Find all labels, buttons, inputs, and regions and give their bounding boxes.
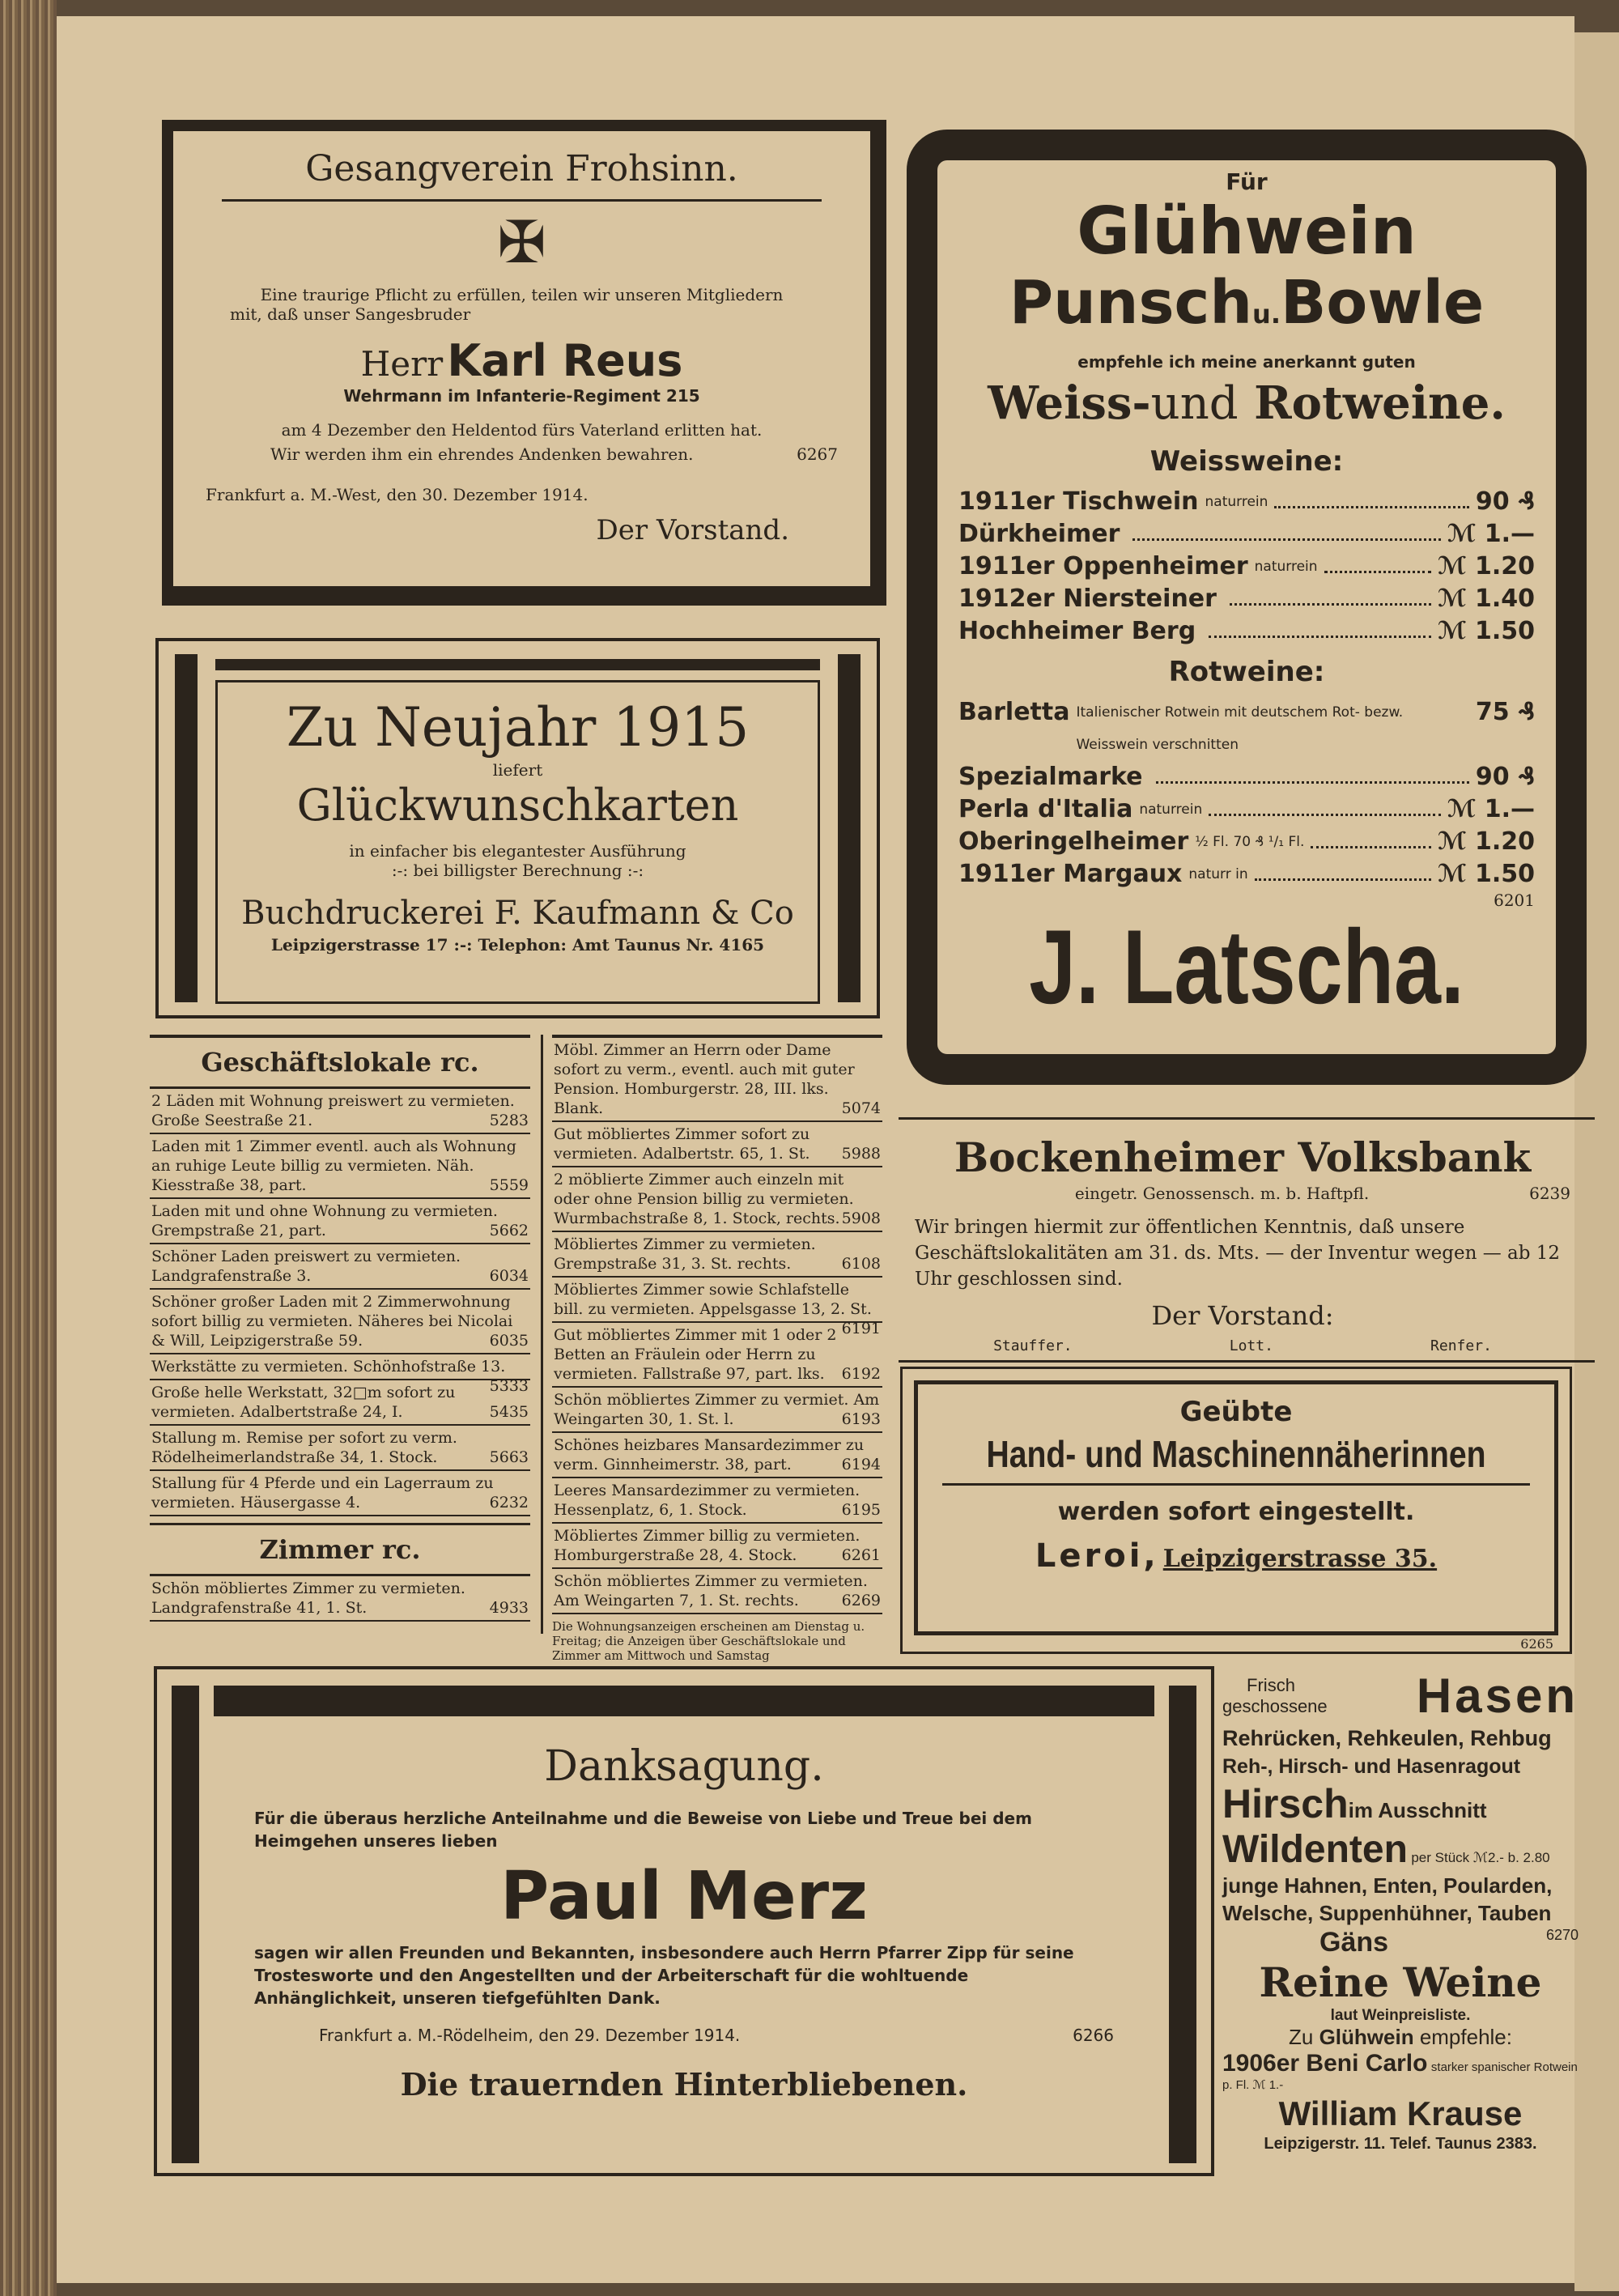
ad-text: Möbliertes Zimmer sowie Schlafstelle bill. zu vermieten. Appelsgasse 13, 2. St. (554, 1281, 872, 1318)
krause-address: Leipzigerstr. 11. Telef. Taunus 2383. (1264, 2135, 1537, 2153)
iron-cross-icon: ✠ (497, 208, 546, 276)
classified-ad (552, 1388, 882, 1433)
frohsinn-text-3: am 4 Dezember den Heldentod fürs Vaterland erlitten hat. (281, 420, 763, 440)
krause-hirsch: Hirsch (1222, 1781, 1349, 1826)
und: und (1150, 377, 1239, 430)
krause-zu: Zu (1289, 2025, 1314, 2049)
krause-beni-note: starker spanischer Rotwein p. Fl. ℳ 1.- (1222, 2060, 1578, 2092)
classified-ad (552, 1323, 882, 1388)
krause-gaens: Gäns (1319, 1927, 1389, 1958)
weissweine-heading: Weissweine: (1149, 445, 1344, 478)
frohsinn-text-2: mit, daß unser Sangesbruder (230, 304, 471, 324)
wine-price: 90 ₰ (1475, 487, 1535, 516)
krause-per-stueck: per Stück ℳ2.- b. 2.80 (1411, 1850, 1550, 1865)
wine-row (958, 793, 1535, 826)
merz-text-2: sagen wir allen Freunden und Bekannten, insbesondere auch Herrn Pfarrer Zipp für seine Trostesworte und den Angestellten und der Arbeiterschaft für die wohltuende Anhänglichkeit, unseren tiefgefühlten Dank. (254, 1943, 1074, 2008)
dot-leader (1274, 486, 1468, 508)
wine-note: ½ Fl. 70 ₰ ¹/₁ Fl. (1195, 834, 1305, 850)
neujahr-liefert: liefert (492, 760, 543, 780)
dot-leader (1255, 858, 1431, 881)
krause-reine-weine: Reine Weine (1259, 1958, 1542, 2006)
dot-leader (1156, 761, 1469, 784)
krause-wildenten: Wildenten (1222, 1828, 1408, 1871)
wine-row (958, 583, 1535, 615)
col2-ad-list (552, 1038, 882, 1614)
krause-preisliste: laut Weinpreisliste. (1330, 2007, 1471, 2024)
section-header-zimmer: Zimmer rc. (150, 1523, 530, 1576)
volksbank-notice (899, 1125, 1587, 1352)
ad-number: 5074 (841, 1099, 881, 1117)
krause-gluehwein-line (1222, 2025, 1579, 2050)
ad-text: Schöner großer Laden mit 2 Zimmerwohnung sofort billig zu vermieten. Näheres bei Nicolai & Will, Leipzigerstraße 59. (151, 1293, 513, 1350)
krause-ad (1222, 1668, 1579, 2194)
ad-number: 5663 (489, 1448, 529, 1466)
neujahr-firm: Buchdruckerei F. Kaufmann & Co (241, 895, 794, 932)
ad-text: Stallung für 4 Pferde und ein Lagerraum zu vermieten. Häusergasse 4. (151, 1474, 494, 1512)
leroi-ad (900, 1367, 1572, 1654)
dot-leader (1324, 551, 1431, 573)
wine-row (958, 858, 1535, 891)
ad-number: 6108 (841, 1255, 881, 1273)
wine-note: naturrein (1139, 801, 1203, 818)
classified-ad (150, 1290, 530, 1354)
krause-beni-line (1222, 2050, 1579, 2093)
leroi-firm: Leroi, (1035, 1537, 1159, 1575)
board-member: Lott. (1229, 1337, 1273, 1354)
board-member: Stauffer. (993, 1337, 1073, 1354)
volksbank-names (915, 1337, 1570, 1354)
classified-ad (150, 1089, 530, 1134)
wine-name: 1911er Tischwein (958, 487, 1199, 516)
red-wine-list (958, 761, 1535, 891)
wine-row-barletta (958, 696, 1535, 761)
wine-name: Dürkheimer (958, 520, 1120, 548)
frohsinn-text-4-label: Wir werden ihm ein ehrendes Andenken bewahren. (270, 444, 694, 464)
classified-ad (150, 1380, 530, 1426)
wine-row (958, 615, 1535, 648)
krause-gluehwein: Glühwein (1319, 2025, 1414, 2049)
white-wine-list (958, 486, 1535, 648)
ad-text: Laden mit 1 Zimmer eventl. auch als Wohnung an ruhige Leute billig zu vermieten. Näh. Kiesstraße 38, part. (151, 1137, 516, 1194)
ad-text: Große helle Werkstatt, 32□m sofort zu vermieten. Adalbertstraße 24, I. (151, 1384, 456, 1421)
ad-text: Leeres Mansardezimmer zu vermieten. Hessenplatz, 6, 1. Stock. (554, 1482, 860, 1519)
regiment: Wehrmann im Infanterie-Regiment 215 (343, 386, 700, 406)
krause-hasen-line (1222, 1668, 1579, 1724)
wine-price: ℳ 1.— (1447, 520, 1535, 548)
ad-number: 6194 (841, 1456, 881, 1473)
rotweine: Rotweine. (1254, 376, 1506, 430)
ad-number: 4933 (489, 1599, 529, 1617)
neujahr-ad (155, 638, 880, 1018)
wine-row (958, 551, 1535, 583)
ad-number: 5988 (841, 1145, 881, 1163)
ad-text: 2 möblierte Zimmer auch einzeln mit oder ohne Pension billig zu vermieten. Wurmbachstraße 8, 1. Stock, rechts. (554, 1171, 854, 1227)
neujahr-line1: in einfacher bis elegantester Ausführung (349, 841, 686, 861)
classified-ad (150, 1471, 530, 1516)
dot-leader (1209, 615, 1431, 638)
classified-ad (552, 1167, 882, 1232)
ad-number: 5333 (489, 1377, 529, 1395)
krause-line2: Reh-, Hirsch- und Hasenragout (1222, 1755, 1521, 1778)
ad-number: 5559 (489, 1176, 529, 1194)
wine-note: Italienischer Rotwein mit deutschem Rot- bezw. Weisswein verschnitten (1076, 704, 1404, 753)
krause-empfehle: empfehle: (1419, 2025, 1512, 2049)
wine-note: naturr in (1188, 866, 1248, 882)
wine-price: ℳ 1.20 (1438, 827, 1535, 856)
section-header-geschaeftslokale: Geschäftslokale rc. (150, 1038, 530, 1089)
krause-gaens-line (1222, 1927, 1579, 1958)
latscha-punsch-line (958, 268, 1535, 349)
frohsinn-text-4 (206, 444, 838, 464)
newspaper-page (57, 16, 1579, 2283)
leroi-eingestellt: werden sofort eingestellt. (1057, 1498, 1415, 1526)
classified-ad (552, 1038, 882, 1122)
dot-leader (1132, 518, 1440, 541)
merz-title: Danksagung. (544, 1742, 824, 1791)
krause-line3: junge Hahnen, Enten, Poularden, (1222, 1873, 1553, 1898)
merz-danksagung (154, 1666, 1214, 2176)
wine-price: ℳ 1.50 (1438, 860, 1535, 888)
wine-row (958, 826, 1535, 858)
ad-number: 5908 (841, 1210, 881, 1227)
leroi-headline: Hand- und Maschinennäherinnen (986, 1433, 1486, 1475)
latscha-wine-ad (907, 130, 1587, 1085)
classified-ad (552, 1524, 882, 1569)
col1-zimmer-ad (150, 1576, 530, 1622)
ad-text: Laden mit und ohne Wohnung zu vermieten. Grempstraße 21, part. (151, 1202, 498, 1239)
wine-name: Oberingelheimer (958, 827, 1189, 856)
book-spine (0, 0, 57, 2296)
rotweine-heading: Rotweine: (1168, 656, 1325, 688)
latscha-gluehwein: Glühwein (1077, 193, 1417, 269)
ad-text: Schön möbliertes Zimmer zu vermieten. Am Weingarten 7, 1. St. rechts. (554, 1572, 868, 1609)
dot-leader (1230, 583, 1431, 606)
u: u. (1252, 299, 1281, 330)
merz-place: Frankfurt a. M.-Rödelheim, den 29. Dezember 1914. (319, 2026, 741, 2045)
wine-name: 1911er Margaux (958, 860, 1183, 888)
neujahr-address: Leipzigerstrasse 17 :-: Telephon: Amt Taunus Nr. 4165 (270, 935, 765, 955)
latscha-brand: J. Latscha. (1029, 908, 1464, 1026)
leroi-firm-line (918, 1537, 1554, 1575)
dot-leader (1209, 793, 1441, 816)
krause-beni-carlo: 1906er Beni Carlo (1222, 2050, 1428, 2077)
ad-text: Gut möbliertes Zimmer sofort zu vermieten. Adalbertstr. 65, 1. St. (554, 1125, 810, 1163)
classified-ad (552, 1433, 882, 1478)
ad-number: 6239 (1529, 1184, 1570, 1203)
ad-number: 6192 (841, 1365, 881, 1383)
krause-ausschnitt: im Ausschnitt (1348, 1798, 1487, 1822)
krause-hasen: Hasen (1416, 1669, 1579, 1723)
wine-name: Hochheimer Berg (958, 617, 1196, 645)
krause-line1: Rehrücken, Rehkeulen, Rehbug (1222, 1726, 1552, 1750)
col1-ad-list (150, 1089, 530, 1516)
ad-text: Schön möbliertes Zimmer zu vermieten. Landgrafenstraße 41, 1. St. (151, 1580, 465, 1617)
wine-note: naturrein (1254, 559, 1318, 575)
wine-row (958, 518, 1535, 551)
ad-number: 6232 (489, 1494, 529, 1512)
ad-text: Möbliertes Zimmer zu vermieten. Grempstraße 31, 3. St. rechts. (554, 1235, 816, 1273)
volksbank-signature: Der Vorstand: (1151, 1300, 1334, 1331)
latscha-weine-line (958, 375, 1535, 432)
dot-leader (1311, 826, 1431, 848)
classified-ad (552, 1122, 882, 1167)
wine-name: Perla d'Italia (958, 795, 1133, 823)
ad-number: 6266 (1073, 2026, 1114, 2045)
wine-row (958, 761, 1535, 793)
board-member: Renfer. (1430, 1337, 1492, 1354)
ad-number: 5283 (489, 1112, 529, 1129)
ad-number: 5435 (489, 1403, 529, 1421)
krause-hirsch-line (1222, 1780, 1579, 1827)
ad-number: 6191 (841, 1320, 881, 1337)
volksbank-sub (915, 1184, 1570, 1203)
krause-firm: William Krause (1278, 2094, 1523, 2132)
ad-text: Gut möbliertes Zimmer mit 1 oder 2 Betten an Fräulein oder Herrn zu vermieten. Fallstraße 97, part. lks. (554, 1326, 837, 1383)
ad-number: 5662 (489, 1222, 529, 1239)
classified-ad (150, 1426, 530, 1471)
ad-number: 6267 (797, 444, 838, 464)
ad-number: 6195 (841, 1501, 881, 1519)
merz-place-line (254, 2026, 1114, 2045)
frohsinn-title: Gesangverein Frohsinn. (305, 148, 738, 189)
wine-name: Spezialmarke (958, 763, 1143, 791)
ad-number: 6034 (489, 1267, 529, 1285)
leroi-address: Leipzigerstrasse 35. (1162, 1545, 1438, 1573)
latscha-empfehle: empfehle ich meine anerkannt guten (1077, 352, 1416, 372)
neujahr-line2: :-: bei billigster Berechnung :-: (391, 861, 644, 880)
volksbank-text: Wir bringen hiermit zur öffentlichen Kenntnis, daß unsere Geschäftslokalitäten am 31. ds. Mts. — der Inventur wegen — ab 12 Uhr geschlossen sind. (915, 1217, 1561, 1290)
ad-text: Möbl. Zimmer an Herrn oder Dame sofort zu verm., eventl. auch mit guter Pension. Homburgerstr. 28, III. lks. Blank. (554, 1041, 855, 1117)
wine-price: ℳ 1.50 (1438, 617, 1535, 645)
ad-text: Schönes heizbares Mansardezimmer zu verm. Ginnheimerstr. 38, part. (554, 1436, 865, 1473)
classified-ad (552, 1478, 882, 1524)
wine-price: 90 ₰ (1475, 763, 1535, 791)
ad-number: 6261 (841, 1546, 881, 1564)
wine-price: ℳ 1.20 (1438, 552, 1535, 580)
wine-price: ℳ 1.— (1447, 795, 1535, 823)
neujahr-cards: Glückwunschkarten (296, 780, 739, 831)
ad-number: 6269 (841, 1592, 881, 1609)
wine-price: 75 ₰ (1475, 698, 1535, 726)
housing-notice: Die Wohnungsanzeigen erscheinen am Dienstag u. Freitag; die Anzeigen über Geschäftslokale und Zimmer am Mittwoch und Samstag (552, 1619, 865, 1663)
frohsinn-signature: Der Vorstand. (596, 514, 789, 546)
ad-text: Möbliertes Zimmer billig zu vermieten. Homburgerstraße 28, 4. Stock. (554, 1527, 860, 1564)
classifieds-col1 (150, 1035, 530, 1626)
wine-note: naturrein (1205, 494, 1268, 510)
wine-name: 1912er Niersteiner (958, 585, 1217, 613)
classified-ad (552, 1278, 882, 1337)
bowle: Bowle (1280, 268, 1485, 338)
weiss: Weiss- (988, 376, 1151, 430)
merz-signature: Die trauernden Hinterbliebenen. (400, 2066, 968, 2103)
merz-text-1: Für die überaus herzliche Anteilnahme und die Beweise von Liebe und Treue bei dem Heimgehen unseres lieben (254, 1809, 1032, 1851)
krause-frisch: Frisch geschossene (1222, 1674, 1328, 1716)
herr-label: Herr (360, 344, 444, 384)
krause-line4: Welsche, Suppenhühner, Tauben (1222, 1901, 1552, 1925)
frohsinn-obituary (162, 120, 886, 606)
ad-text: Stallung m. Remise per sofort zu verm. Rödelheimerlandstraße 34, 1. Stock. (151, 1429, 457, 1466)
ad-number: 6265 (1520, 1636, 1553, 1652)
ad-text: Werkstätte zu vermieten. Schönhofstraße 13. (151, 1358, 506, 1375)
ad-number: 6035 (489, 1332, 529, 1350)
volksbank-title: Bockenheimer Volksbank (954, 1133, 1532, 1181)
ad-text: Schöner Laden preiswert zu vermieten. Landgrafenstraße 3. (151, 1248, 461, 1285)
ad-text: 2 Läden mit Wohnung preiswert zu vermieten. Große Seestraße 21. (151, 1092, 515, 1129)
neujahr-title: Zu Neujahr 1915 (286, 696, 750, 759)
wine-price: ℳ 1.40 (1438, 585, 1535, 613)
classified-ad (150, 1354, 530, 1395)
latscha-fuer: Für (1226, 168, 1268, 195)
ad-number: 6270 (1545, 1927, 1579, 1943)
frohsinn-name-line (206, 335, 838, 386)
classified-ad (552, 1232, 882, 1278)
frohsinn-text-1: Eine traurige Pflicht zu erfüllen, teilen wir unseren Mitgliedern (260, 285, 784, 304)
ad-number: 6201 (1494, 891, 1535, 910)
merz-name: Paul Merz (500, 1858, 868, 1935)
deceased-name: Karl Reus (447, 335, 683, 386)
classifieds-col2 (552, 1035, 882, 1663)
frohsinn-place: Frankfurt a. M.-West, den 30. Dezember 1914. (206, 485, 589, 504)
classified-ad (150, 1244, 530, 1290)
krause-wild-line (1222, 1827, 1579, 1872)
ad-number: 6193 (841, 1410, 881, 1428)
classified-ad (150, 1199, 530, 1244)
punsch: Punsch (1009, 268, 1253, 338)
volksbank-sub-text: eingetr. Genossensch. m. b. Haftpfl. (1074, 1184, 1370, 1203)
leroi-geuebte: Geübte (1179, 1396, 1293, 1428)
ad-text: Schön möbliertes Zimmer zu vermiet. Am Weingarten 30, 1. St. l. (554, 1391, 880, 1428)
wine-name: 1911er Oppenheimer (958, 552, 1248, 580)
classified-ad (150, 1134, 530, 1199)
wine-name: Barletta (958, 698, 1070, 726)
wine-row (958, 486, 1535, 518)
classified-ad (552, 1569, 882, 1614)
